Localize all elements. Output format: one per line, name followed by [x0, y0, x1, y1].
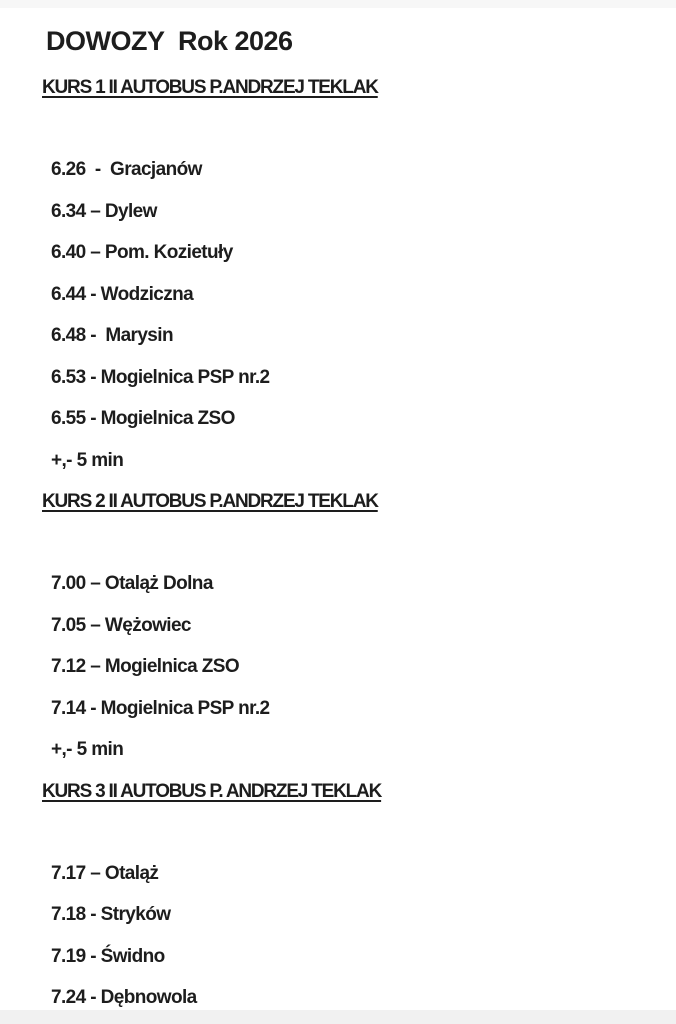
schedule-line: 7.17 – Otaląż — [51, 862, 159, 884]
course-section — [42, 78, 646, 471]
schedule-line: 6.53 - Mogielnica PSP nr.2 — [51, 366, 270, 388]
course-section — [42, 492, 646, 760]
schedule-line: 7.19 - Świdno — [51, 945, 165, 967]
schedule-line: 7.12 – Mogielnica ZSO — [51, 656, 240, 677]
course-heading: KURS 1 II AUTOBUS P.ANDRZEJ TEKLAK — [42, 77, 378, 98]
schedule-lines — [42, 574, 646, 760]
schedule-lines — [42, 864, 646, 1009]
course-heading: KURS 2 II AUTOBUS P.ANDRZEJ TEKLAK — [42, 491, 378, 512]
schedule-line: 6.34 – Dylew — [51, 200, 157, 222]
schedule-line: +,- 5 min — [51, 739, 124, 760]
schedule-line: 7.24 - Dębnowola — [51, 987, 197, 1008]
schedule-line: 6.26 - Gracjanów — [51, 159, 202, 180]
schedule-line: 6.44 - Wodziczna — [51, 283, 194, 305]
schedule-line: 7.14 - Mogielnica PSP nr.2 — [51, 697, 270, 719]
schedule-line: +,- 5 min — [51, 449, 124, 471]
page-bottom-edge — [0, 1010, 676, 1024]
course-section — [42, 782, 646, 1009]
page-top-edge — [0, 0, 676, 8]
schedule-line: 6.48 - Marysin — [51, 325, 173, 346]
schedule-line: 7.18 - Stryków — [51, 904, 171, 925]
schedule-line: 7.00 – Otaląż Dolna — [51, 573, 213, 594]
document-title: DOWOZY Rok 2026 — [46, 26, 293, 56]
course-heading: KURS 3 II AUTOBUS P. ANDRZEJ TEKLAK — [42, 780, 382, 802]
sections-container — [42, 78, 646, 1008]
schedule-line: 6.40 – Pom. Kozietuły — [51, 242, 233, 263]
schedule-lines — [42, 160, 646, 471]
schedule-line: 6.55 - Mogielnica ZSO — [51, 408, 235, 429]
schedule-line: 7.05 – Wężowiec — [51, 614, 191, 636]
